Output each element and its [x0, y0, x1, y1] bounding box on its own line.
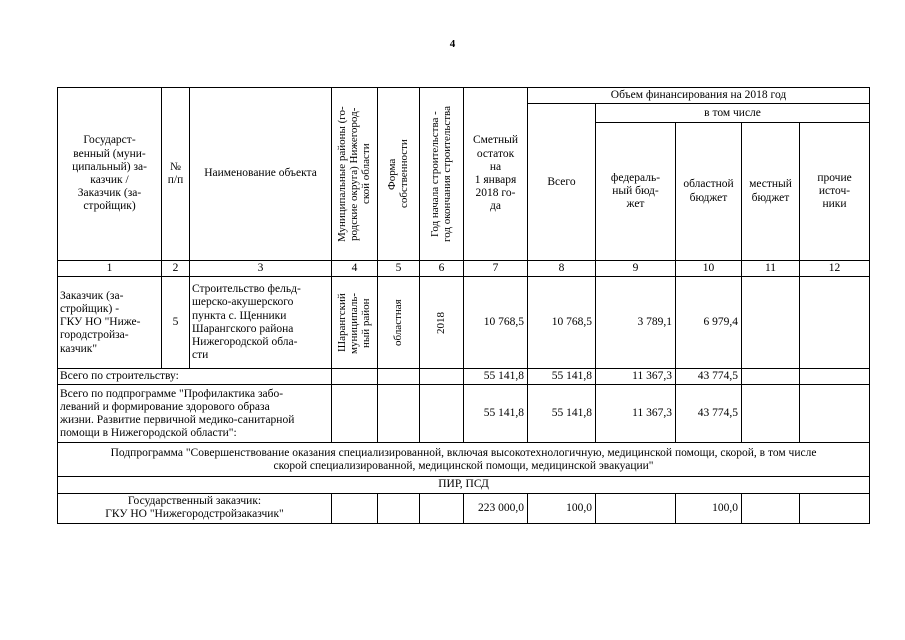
state-customer-estimate: 223 000,0 — [464, 493, 528, 523]
table-row-total-construction — [58, 369, 870, 385]
column-number: 6 — [420, 261, 464, 277]
object-name: Строительство фельд- шерско-акушерского пункта с. Щенники Шарангского района Нижегородской обла- сти — [190, 277, 332, 369]
column-number: 2 — [162, 261, 190, 277]
state-customer-total: 100,0 — [528, 493, 596, 523]
object-customer: Заказчик (за- стройщик) - ГКУ НО "Ниже- городстройза- казчик" — [58, 277, 162, 369]
column-numbers-row — [58, 261, 870, 277]
table-row-state-customer — [58, 493, 870, 523]
column-number: 9 — [596, 261, 676, 277]
total-subprogram-federal: 11 367,3 — [596, 385, 676, 443]
object-index: 5 — [162, 277, 190, 369]
state-customer-regional: 100,0 — [676, 493, 742, 523]
section-title: ПИР, ПСД — [58, 477, 870, 493]
total-construction-regional: 43 774,5 — [676, 369, 742, 385]
header-ownership: Форма собственности — [378, 88, 420, 261]
header-financing: Объем финансирования на 2018 год — [528, 88, 870, 104]
header-index: № п/п — [162, 88, 190, 261]
column-number: 1 — [58, 261, 162, 277]
column-number: 3 — [190, 261, 332, 277]
column-number: 11 — [742, 261, 800, 277]
table-row-object — [58, 277, 870, 369]
header-federal: федераль- ный бюд- жет — [596, 123, 676, 261]
total-construction-federal: 11 367,3 — [596, 369, 676, 385]
header-total: Всего — [528, 104, 596, 261]
total-subprogram-regional: 43 774,5 — [676, 385, 742, 443]
total-construction-estimate: 55 141,8 — [464, 369, 528, 385]
object-estimate: 10 768,5 — [464, 277, 528, 369]
table-row-total-subprogram — [58, 385, 870, 443]
financing-table — [57, 87, 870, 524]
column-number: 7 — [464, 261, 528, 277]
header-regional: областной бюджет — [676, 123, 742, 261]
header-object-name: Наименование объекта — [190, 88, 332, 261]
state-customer-label: Государственный заказчик: ГКУ НО "Нижегородстройзаказчик" — [58, 493, 332, 523]
header-estimate: Сметный остаток на 1 января 2018 го- да — [464, 88, 528, 261]
column-number: 5 — [378, 261, 420, 277]
total-subprogram-total: 55 141,8 — [528, 385, 596, 443]
header-other: прочие источ- ники — [800, 123, 870, 261]
table-row-subprogram-title — [58, 443, 870, 477]
object-ownership: областная — [378, 277, 420, 369]
header-years: Год начала строительства - год окончания строительства — [420, 88, 464, 261]
header-including: в том числе — [596, 104, 870, 123]
total-subprogram-estimate: 55 141,8 — [464, 385, 528, 443]
total-subprogram-label: Всего по подпрограмме "Профилактика забо- леваний и формирование здорового образа жизни. Развитие первичной медико-санитарной помощи в Нижегородской области": — [58, 385, 332, 443]
column-number: 8 — [528, 261, 596, 277]
object-local — [742, 277, 800, 369]
page-number: 4 — [449, 38, 456, 50]
object-years: 2018 — [420, 277, 464, 369]
object-federal: 3 789,1 — [596, 277, 676, 369]
column-number: 10 — [676, 261, 742, 277]
subprogram-title: Подпрограмма "Совершенствование оказания специализированной, включая высокотехнологичную, медицинской помощи, скорой, в том числе скорой специализированной, медицинской помощи, медицинской эвакуации" — [58, 443, 870, 477]
object-district: Шарангский муниципаль- ный район — [332, 277, 378, 369]
total-construction-label: Всего по строительству: — [58, 369, 332, 385]
column-number: 4 — [332, 261, 378, 277]
object-regional: 6 979,4 — [676, 277, 742, 369]
header-districts: Муниципальные районы (го- родские округа) Нижегород- ской области — [332, 88, 378, 261]
object-other — [800, 277, 870, 369]
total-construction-total: 55 141,8 — [528, 369, 596, 385]
column-number: 12 — [800, 261, 870, 277]
object-total: 10 768,5 — [528, 277, 596, 369]
table-row-section-title — [58, 477, 870, 493]
header-customer: Государст- венный (муни- ципальный) за- казчик / Заказчик (за- стройщик) — [58, 88, 162, 261]
header-local: местный бюджет — [742, 123, 800, 261]
